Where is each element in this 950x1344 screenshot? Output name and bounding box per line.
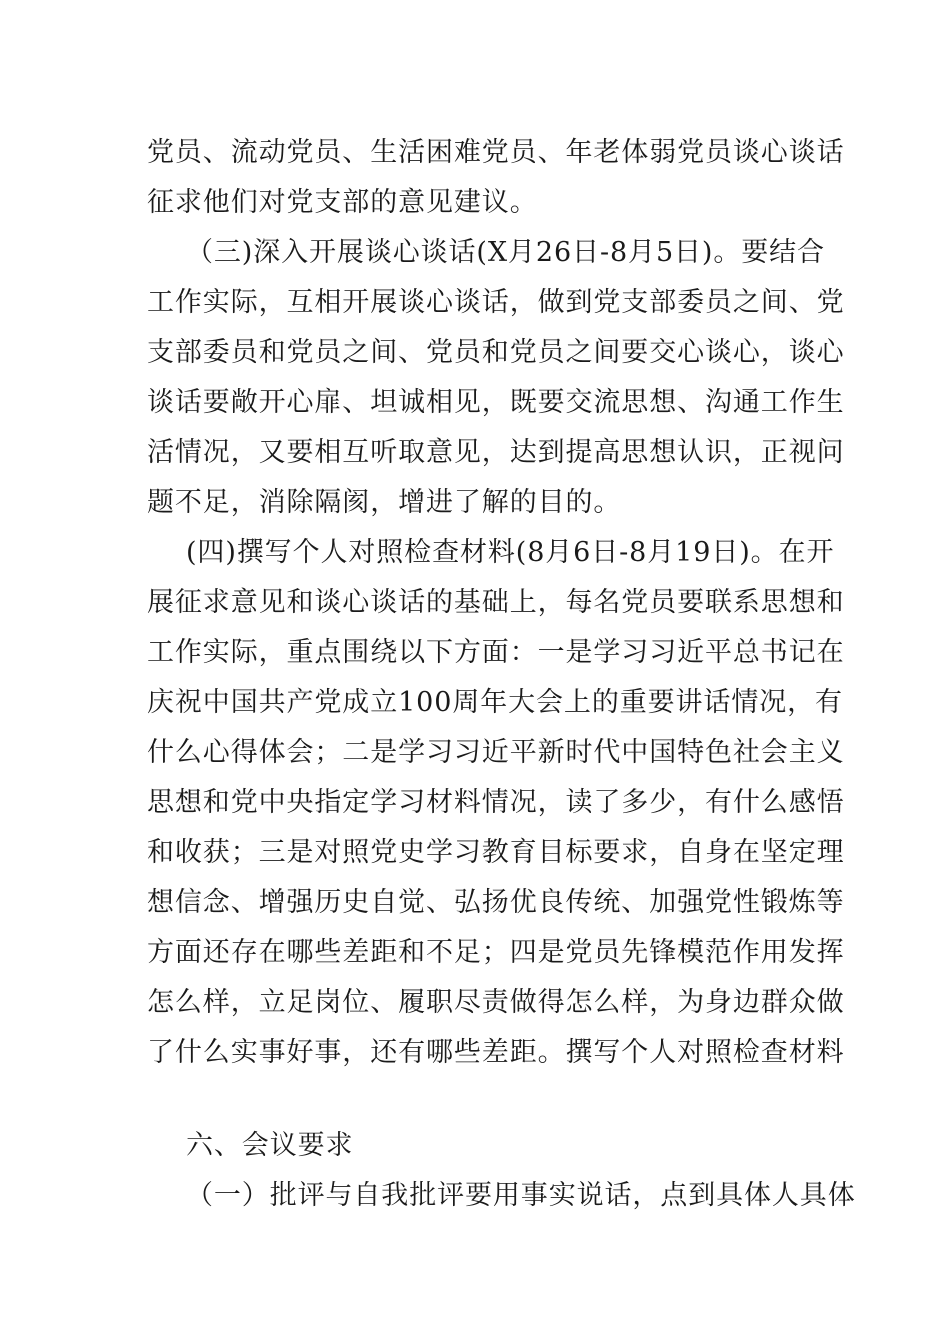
text-line: 谈话要敞开心扉、坦诚相见，既要交流思想、沟通工作生 <box>147 387 845 418</box>
text-line: 怎么样，立足岗位、履职尽责做得怎么样，为身边群众做 <box>147 987 845 1018</box>
text-line: 了什么实事好事，还有哪些差距。撰写个人对照检查材料 <box>147 1037 845 1068</box>
text-line: 方面还存在哪些差距和不足；四是党员先锋模范作用发挥 <box>147 937 845 968</box>
paragraph-start-line: (四)撰写个人对照检查材料(8月6日-8月19日)。在开 <box>186 537 835 568</box>
text-line: 题不足，消除隔阂，增进了解的目的。 <box>147 487 622 518</box>
text-line: 和收获；三是对照党史学习教育目标要求，自身在坚定理 <box>147 837 845 868</box>
text-line: 庆祝中国共产党成立100周年大会上的重要讲话情况，有 <box>147 687 843 718</box>
text-line: 想信念、增强历史自觉、弘扬优良传统、加强党性锻炼等 <box>147 887 845 918</box>
text-line: 工作实际，互相开展谈心谈话，做到党支部委员之间、党 <box>147 287 845 318</box>
section-heading: 六、会议要求 <box>186 1130 354 1161</box>
text-line: 党员、流动党员、生活困难党员、年老体弱党员谈心谈话 <box>147 137 845 168</box>
text-line: 思想和党中央指定学习材料情况，读了多少，有什么感悟 <box>147 787 845 818</box>
paragraph-start-line: （三)深入开展谈心谈话(X月26日-8月5日)。要结合 <box>186 237 825 268</box>
text-line: 什么心得体会；二是学习习近平新时代中国特色社会主义 <box>147 737 845 768</box>
text-line: 展征求意见和谈心谈话的基础上，每名党员要联系思想和 <box>147 587 845 618</box>
text-line: 活情况，又要相互听取意见，达到提高思想认识，正视问 <box>147 437 845 468</box>
paragraph-start-line: （一）批评与自我批评要用事实说话，点到具体人具体 <box>186 1180 856 1211</box>
text-line: 工作实际，重点围绕以下方面：一是学习习近平总书记在 <box>147 637 845 668</box>
text-line: 支部委员和党员之间、党员和党员之间要交心谈心，谈心 <box>147 337 845 368</box>
text-line: 征求他们对党支部的意见建议。 <box>147 187 538 218</box>
